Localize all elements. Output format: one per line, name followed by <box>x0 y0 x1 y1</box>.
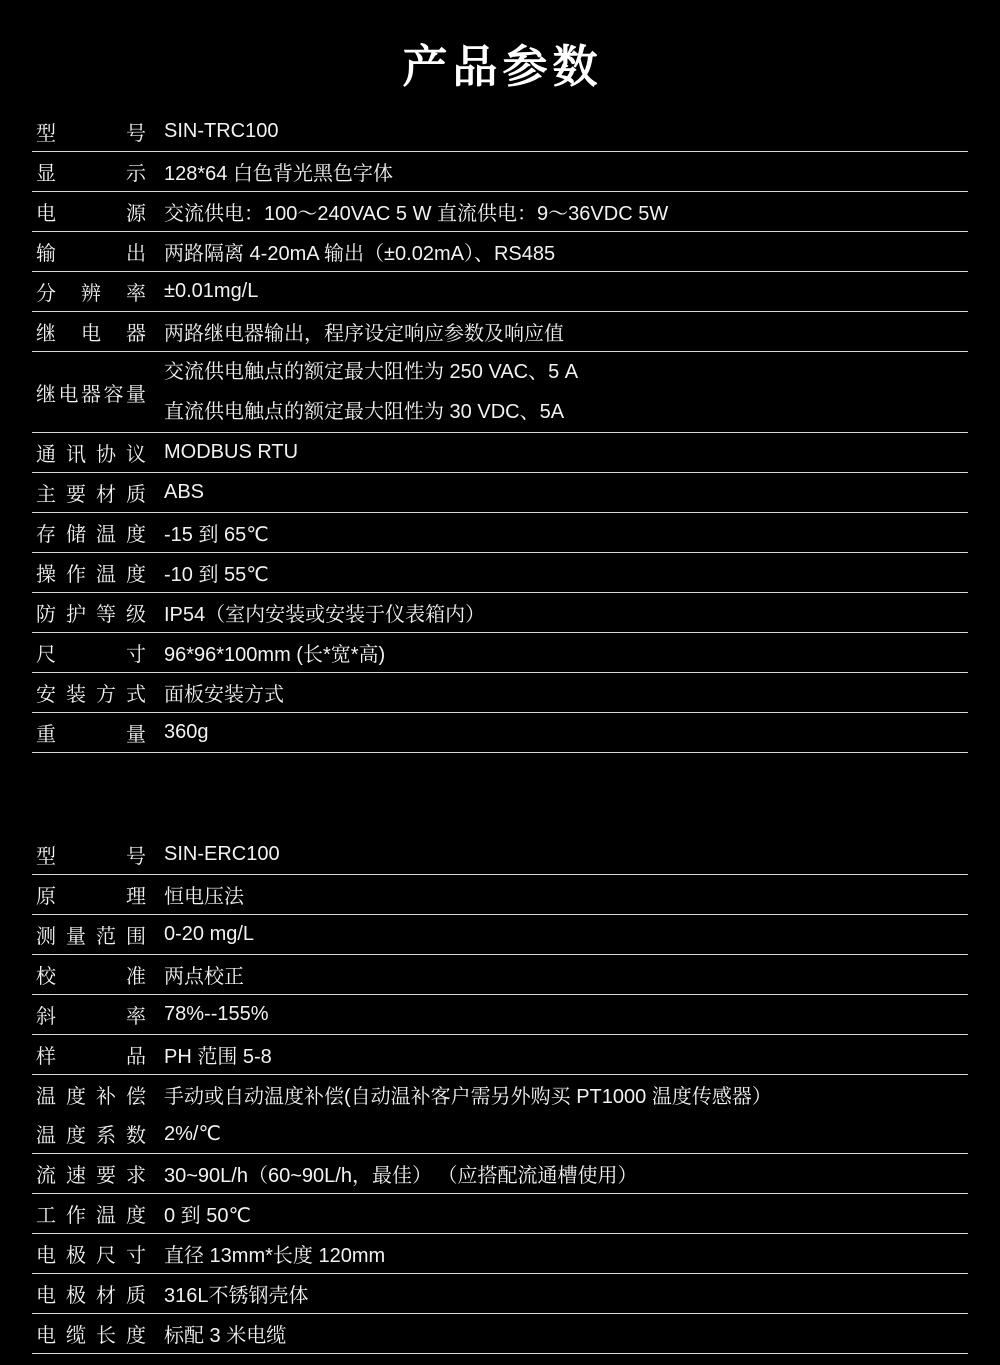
spec-value: 手动或自动温度补偿(自动温补客户需另外购买 PT1000 温度传感器） <box>164 1086 772 1108</box>
spec-row-flow-rate <box>32 1154 968 1194</box>
spec-label: 型号 <box>36 846 146 868</box>
spec-label: 电缆长度 <box>36 1325 146 1347</box>
spec-label: 校准 <box>36 966 146 988</box>
spec-value <box>164 352 578 432</box>
spec-row-operating-temp <box>32 553 968 593</box>
spec-value: 交流供电：100～240VAC 5 W 直流供电：9～36VDC 5W <box>164 203 669 225</box>
spec-row-power <box>32 192 968 232</box>
spec-value: SIN-ERC100 <box>164 843 280 865</box>
spec-label: 继电器容量 <box>36 383 146 406</box>
spec-label: 测量范围 <box>36 926 146 948</box>
spec-label: 样品 <box>36 1046 146 1068</box>
spec-label: 流速要求 <box>36 1165 146 1187</box>
spec-row-dimensions <box>32 633 968 673</box>
spec-label: 温度补偿 <box>36 1086 146 1108</box>
spec-label: 工作温度 <box>36 1205 146 1227</box>
spec-value: 128*64 白色背光黑色字体 <box>164 163 393 185</box>
spec-row-measure-range <box>32 915 968 955</box>
spec-value: ABS <box>164 481 205 503</box>
spec-label: 防护等级 <box>36 604 146 626</box>
spec-label: 重量 <box>36 724 146 746</box>
spec-value: 直径 13mm*长度 120mm <box>164 1245 386 1267</box>
spec-label: 温度系数 <box>36 1125 146 1147</box>
spec-value: 两点校正 <box>164 966 244 988</box>
spec-row-material <box>32 473 968 513</box>
spec-row-temp-compensation <box>32 1075 968 1114</box>
spec-row-weight <box>32 713 968 753</box>
page-title: 产品参数 <box>402 41 603 92</box>
spec-label: 原理 <box>36 886 146 908</box>
spec-value: 两路继电器输出，程序设定响应参数及响应值 <box>164 323 564 345</box>
spec-row-protocol <box>32 433 968 473</box>
spec-label: 型号 <box>36 123 146 145</box>
spec-row-protection <box>32 593 968 633</box>
spec-value: SIN-TRC100 <box>164 120 279 142</box>
spec-label: 安装方式 <box>36 684 146 706</box>
spec-label: 输出 <box>36 243 146 265</box>
spec-label: 主要材质 <box>36 484 146 506</box>
spec-label: 显示 <box>36 163 146 185</box>
spec-value: 30~90L/h（60~90L/h，最佳） （应搭配流通槽使用） <box>164 1165 638 1187</box>
spec-value: 316L不锈钢壳体 <box>164 1285 309 1307</box>
spec-label: 继电器 <box>36 323 146 345</box>
spec-table-trc100 <box>32 112 968 753</box>
spec-value: 360g <box>164 721 209 743</box>
spec-row-calibration <box>32 955 968 995</box>
spec-row-principle <box>32 875 968 915</box>
spec-row-storage-temp <box>32 513 968 553</box>
spec-row-model <box>32 112 968 152</box>
spec-label: 电极尺寸 <box>36 1245 146 1267</box>
spec-row-temp-coefficient <box>32 1114 968 1154</box>
spec-row-mounting <box>32 673 968 713</box>
spec-row-cable-length <box>32 1314 968 1354</box>
spec-value: 两路隔离 4-20mA 输出（±0.02mA）、RS485 <box>164 243 556 265</box>
spec-label: 电极材质 <box>36 1285 146 1307</box>
spec-row-slope <box>32 995 968 1035</box>
spec-label: 操作温度 <box>36 564 146 586</box>
spec-value: ±0.01mg/L <box>164 280 259 302</box>
spec-value: 0-20 mg/L <box>164 923 255 945</box>
spec-row-working-temp <box>32 1194 968 1234</box>
spec-value: 2%/℃ <box>164 1123 221 1145</box>
spec-table-erc100 <box>32 835 968 1354</box>
spec-value: PH 范围 5-8 <box>164 1046 272 1068</box>
spec-value: MODBUS RTU <box>164 441 299 463</box>
spec-label: 分辨率 <box>36 283 146 305</box>
spec-row-electrode-material <box>32 1274 968 1314</box>
spec-label: 电源 <box>36 203 146 225</box>
spec-label: 斜率 <box>36 1006 146 1028</box>
spec-value: -10 到 55℃ <box>164 564 269 586</box>
spec-value: IP54（室内安装或安装于仪表箱内） <box>164 604 486 626</box>
spec-label: 存储温度 <box>36 524 146 546</box>
spec-label: 尺寸 <box>36 644 146 666</box>
spec-value: 0 到 50℃ <box>164 1205 251 1227</box>
spec-row-relay-capacity <box>32 352 968 433</box>
spec-row-sample <box>32 1035 968 1075</box>
spec-value: 恒电压法 <box>164 886 244 908</box>
spec-value: 96*96*100mm (长*宽*高) <box>164 644 386 666</box>
table-gap <box>32 753 968 819</box>
spec-row-model <box>32 835 968 875</box>
spec-value: -15 到 65℃ <box>164 524 269 546</box>
spec-row-relay <box>32 312 968 352</box>
spec-row-resolution <box>32 272 968 312</box>
spec-label: 通讯协议 <box>36 444 146 466</box>
spec-value: 78%--155% <box>164 1003 269 1025</box>
spec-value: 标配 3 米电缆 <box>164 1325 287 1347</box>
spec-row-electrode-size <box>32 1234 968 1274</box>
spec-row-display <box>32 152 968 192</box>
spec-value: 面板安装方式 <box>164 684 284 706</box>
spec-row-output <box>32 232 968 272</box>
spec-value-line: 直流供电触点的额定最大阻性为 30 VDC、5A <box>164 401 565 423</box>
spec-value-line: 交流供电触点的额定最大阻性为 250 VAC、5 A <box>164 361 579 383</box>
